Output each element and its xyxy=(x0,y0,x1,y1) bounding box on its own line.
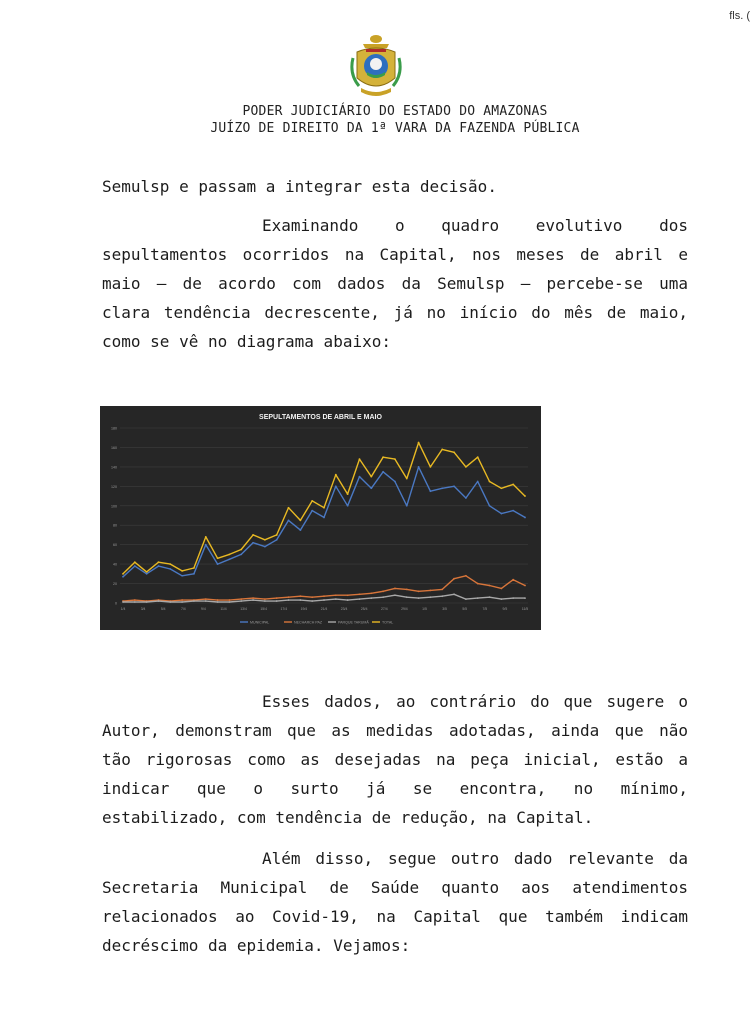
y-tick-label: 100 xyxy=(111,504,117,509)
paragraph-analysis xyxy=(102,211,688,356)
data-point-parque-tarum- xyxy=(382,596,384,598)
data-point-total xyxy=(512,483,514,485)
data-point-parque-tarum- xyxy=(335,598,337,600)
data-point-total xyxy=(205,536,207,538)
x-tick-label: 1/5 xyxy=(422,607,427,611)
x-tick-label: 7/4 xyxy=(180,607,186,611)
data-point-municipal xyxy=(500,513,502,515)
data-point-total xyxy=(489,481,491,483)
data-point-parque-tarum- xyxy=(441,595,443,597)
data-point-municipal xyxy=(323,517,325,519)
data-point-municipal xyxy=(465,497,467,499)
data-point-total xyxy=(347,493,349,495)
data-point-total xyxy=(382,456,384,458)
data-point-total xyxy=(500,487,502,489)
data-point-necharch-paz xyxy=(311,596,313,598)
y-tick-label: 140 xyxy=(111,465,117,470)
data-point-necharch-paz xyxy=(382,590,384,592)
data-point-municipal xyxy=(134,565,136,567)
data-point-necharch-paz xyxy=(430,589,432,591)
data-point-municipal xyxy=(311,510,313,512)
amazonas-coat-of-arms-icon xyxy=(349,34,403,102)
data-point-total xyxy=(193,567,195,569)
data-point-necharch-paz xyxy=(229,599,231,601)
y-tick-label: 180 xyxy=(111,426,117,431)
data-point-municipal xyxy=(146,573,148,575)
data-point-necharch-paz xyxy=(406,588,408,590)
data-point-necharch-paz xyxy=(323,595,325,597)
data-point-necharch-paz xyxy=(359,593,361,595)
legend-label-parque-tarum-: PARQUE TARUMÃ xyxy=(338,620,369,625)
data-point-municipal xyxy=(477,481,479,483)
data-point-parque-tarum- xyxy=(477,597,479,599)
x-tick-label: 3/5 xyxy=(442,607,447,611)
data-point-total xyxy=(394,458,396,460)
data-point-parque-tarum- xyxy=(181,601,183,603)
data-point-municipal xyxy=(229,558,231,560)
data-point-parque-tarum- xyxy=(453,593,455,595)
data-point-necharch-paz xyxy=(453,578,455,580)
series-line-municipal xyxy=(123,467,525,577)
data-point-necharch-paz xyxy=(477,583,479,585)
data-point-total xyxy=(181,570,183,572)
data-point-total xyxy=(252,534,254,536)
data-point-total xyxy=(217,557,219,559)
text-line: decréscimo da epidemia. Vejamos: xyxy=(102,936,411,955)
y-tick-label: 120 xyxy=(111,484,117,489)
text-line: Secretaria Municipal de Saúde quanto aos atendimentos xyxy=(102,878,688,897)
x-tick-label: 7/5 xyxy=(482,607,488,611)
data-point-parque-tarum- xyxy=(169,601,171,603)
data-point-necharch-paz xyxy=(264,598,266,600)
legend-label-necharch-paz: NECHARCH PAZ xyxy=(294,620,323,625)
data-point-parque-tarum- xyxy=(323,599,325,601)
x-tick-label: 11/4 xyxy=(220,607,227,611)
data-point-total xyxy=(430,466,432,468)
text-line: como se vê no diagrama abaixo: xyxy=(102,332,391,351)
data-point-parque-tarum- xyxy=(122,601,124,603)
data-point-necharch-paz xyxy=(500,588,502,590)
data-point-necharch-paz xyxy=(276,597,278,599)
data-point-parque-tarum- xyxy=(299,599,301,601)
text-line: indicar que o surto já se encontra, no mínimo, xyxy=(102,779,688,798)
data-point-parque-tarum- xyxy=(489,596,491,598)
x-tick-label: 9/4 xyxy=(201,607,206,611)
x-tick-label: 11/5 xyxy=(521,607,529,611)
data-point-necharch-paz xyxy=(252,597,254,599)
data-point-parque-tarum- xyxy=(158,600,160,602)
x-tick-label: 5/5 xyxy=(462,607,468,611)
paragraph-conclusion xyxy=(102,687,688,832)
y-tick-label: 0 xyxy=(115,601,117,606)
data-point-total xyxy=(418,442,420,444)
x-tick-label: 27/4 xyxy=(380,607,388,611)
data-point-municipal xyxy=(430,490,432,492)
paragraph-intro xyxy=(102,172,688,201)
data-point-municipal xyxy=(264,546,266,548)
data-point-necharch-paz xyxy=(524,585,526,587)
data-point-total xyxy=(359,458,361,460)
x-tick-label: 3/4 xyxy=(140,607,146,611)
data-point-total xyxy=(134,561,136,563)
x-tick-label: 29/4 xyxy=(401,607,408,611)
data-point-parque-tarum- xyxy=(146,601,148,603)
data-point-municipal xyxy=(406,505,408,507)
data-point-necharch-paz xyxy=(299,595,301,597)
data-point-municipal xyxy=(382,471,384,473)
data-point-municipal xyxy=(512,510,514,512)
data-point-municipal xyxy=(217,563,219,565)
text-line: Semulsp e passam a integrar esta decisão. xyxy=(102,177,497,196)
data-point-parque-tarum- xyxy=(359,598,361,600)
data-point-parque-tarum- xyxy=(418,597,420,599)
y-tick-label: 80 xyxy=(113,523,117,528)
text-line: sepultamentos ocorridos na Capital, nos meses de abril e xyxy=(102,245,688,264)
court-name-header: PODER JUDICIÁRIO DO ESTADO DO AMAZONAS xyxy=(242,104,548,119)
data-point-parque-tarum- xyxy=(347,599,349,601)
data-point-municipal xyxy=(158,565,160,567)
data-point-total xyxy=(288,507,290,509)
data-point-municipal xyxy=(347,505,349,507)
data-point-necharch-paz xyxy=(441,588,443,590)
data-point-total xyxy=(465,466,467,468)
x-tick-label: 21/4 xyxy=(320,607,328,611)
data-point-total xyxy=(158,561,160,563)
data-point-total xyxy=(122,573,124,575)
burials-chart xyxy=(100,406,541,630)
data-point-parque-tarum- xyxy=(288,599,290,601)
x-tick-label: 17/4 xyxy=(280,607,288,611)
legend-label-total: TOTAL xyxy=(382,620,394,625)
data-point-total xyxy=(264,539,266,541)
text-line: tão rigorosas como as desejadas na peça inicial, estão a xyxy=(102,750,688,769)
data-point-total xyxy=(406,478,408,480)
data-point-total xyxy=(323,507,325,509)
data-point-total xyxy=(477,456,479,458)
data-point-parque-tarum- xyxy=(252,599,254,601)
data-point-necharch-paz xyxy=(370,592,372,594)
data-point-parque-tarum- xyxy=(394,594,396,596)
data-point-necharch-paz xyxy=(347,594,349,596)
data-point-total xyxy=(453,451,455,453)
text-line: Examinando o quadro evolutivo dos xyxy=(262,216,688,235)
text-line: Além disso, segue outro dado relevante da xyxy=(262,849,688,868)
y-tick-label: 40 xyxy=(113,562,117,567)
data-point-total xyxy=(169,563,171,565)
data-point-parque-tarum- xyxy=(370,597,372,599)
data-point-total xyxy=(335,474,337,476)
x-tick-label: 23/4 xyxy=(340,607,348,611)
data-point-municipal xyxy=(288,519,290,521)
x-tick-label: 1/4 xyxy=(120,607,126,611)
data-point-necharch-paz xyxy=(205,598,207,600)
data-point-municipal xyxy=(169,568,171,570)
data-point-municipal xyxy=(193,573,195,575)
data-point-parque-tarum- xyxy=(205,600,207,602)
y-tick-label: 160 xyxy=(111,445,117,450)
court-division-header: JUÍZO DE DIREITO DA 1ª VARA DA FAZENDA PÚBLICA xyxy=(210,121,580,136)
data-point-municipal xyxy=(359,476,361,478)
data-point-total xyxy=(229,553,231,555)
data-point-municipal xyxy=(370,487,372,489)
data-point-municipal xyxy=(335,485,337,487)
data-point-total xyxy=(146,571,148,573)
data-point-municipal xyxy=(122,576,124,578)
data-point-necharch-paz xyxy=(288,596,290,598)
x-tick-label: 15/4 xyxy=(260,607,268,611)
page-number: fls. ( xyxy=(729,10,750,22)
data-point-parque-tarum- xyxy=(264,600,266,602)
x-tick-label: 19/4 xyxy=(300,607,308,611)
data-point-municipal xyxy=(181,575,183,577)
data-point-parque-tarum- xyxy=(217,601,219,603)
data-point-total xyxy=(240,549,242,551)
data-point-parque-tarum- xyxy=(240,600,242,602)
data-point-necharch-paz xyxy=(394,588,396,590)
text-line: Esses dados, ao contrário do que sugere o xyxy=(262,692,688,711)
paragraph-additional-data xyxy=(102,844,688,960)
data-point-total xyxy=(311,500,313,502)
data-point-total xyxy=(524,495,526,497)
data-point-total xyxy=(441,448,443,450)
text-line: clara tendência decrescente, já no início do mês de maio, xyxy=(102,303,688,322)
data-point-municipal xyxy=(489,505,491,507)
data-point-municipal xyxy=(240,553,242,555)
data-point-total xyxy=(370,476,372,478)
x-tick-label: 13/4 xyxy=(240,607,247,611)
data-point-parque-tarum- xyxy=(134,601,136,603)
data-point-parque-tarum- xyxy=(524,597,526,599)
data-point-total xyxy=(299,519,301,521)
data-point-municipal xyxy=(441,487,443,489)
data-point-parque-tarum- xyxy=(512,597,514,599)
data-point-municipal xyxy=(252,542,254,544)
text-line: Autor, demonstram que as medidas adotadas, ainda que não xyxy=(102,721,688,740)
x-tick-label: 5/4 xyxy=(160,607,166,611)
chart-title: SEPULTAMENTOS DE ABRIL E MAIO xyxy=(259,414,382,421)
text-line: estabilizado, com tendência de redução, na Capital. xyxy=(102,808,594,827)
data-point-necharch-paz xyxy=(134,599,136,601)
data-point-total xyxy=(276,534,278,536)
text-line: relacionados ao Covid-19, na Capital que também indicam xyxy=(102,907,688,926)
data-point-necharch-paz xyxy=(465,575,467,577)
data-point-necharch-paz xyxy=(181,599,183,601)
data-point-municipal xyxy=(418,466,420,468)
data-point-municipal xyxy=(205,544,207,546)
data-point-parque-tarum- xyxy=(430,596,432,598)
legend-label-municipal: MUNICIPAL xyxy=(250,620,270,625)
data-point-necharch-paz xyxy=(489,585,491,587)
x-tick-label: 25/4 xyxy=(360,607,368,611)
data-point-parque-tarum- xyxy=(500,598,502,600)
series-line-necharch-paz xyxy=(123,576,525,601)
data-point-parque-tarum- xyxy=(311,600,313,602)
text-line: maio — de acordo com dados da Semulsp — percebe-se uma xyxy=(102,274,688,293)
data-point-municipal xyxy=(276,539,278,541)
data-point-necharch-paz xyxy=(240,598,242,600)
x-tick-label: 9/5 xyxy=(502,607,508,611)
y-tick-label: 20 xyxy=(113,582,117,587)
data-point-parque-tarum- xyxy=(276,600,278,602)
data-point-necharch-paz xyxy=(217,599,219,601)
data-point-municipal xyxy=(453,485,455,487)
data-point-municipal xyxy=(299,529,301,531)
data-point-necharch-paz xyxy=(335,594,337,596)
data-point-parque-tarum- xyxy=(229,601,231,603)
data-point-necharch-paz xyxy=(418,590,420,592)
y-tick-label: 60 xyxy=(113,543,117,548)
data-point-municipal xyxy=(394,481,396,483)
data-point-parque-tarum- xyxy=(465,598,467,600)
data-point-necharch-paz xyxy=(512,579,514,581)
data-point-municipal xyxy=(524,517,526,519)
data-point-parque-tarum- xyxy=(193,600,195,602)
data-point-parque-tarum- xyxy=(406,596,408,598)
